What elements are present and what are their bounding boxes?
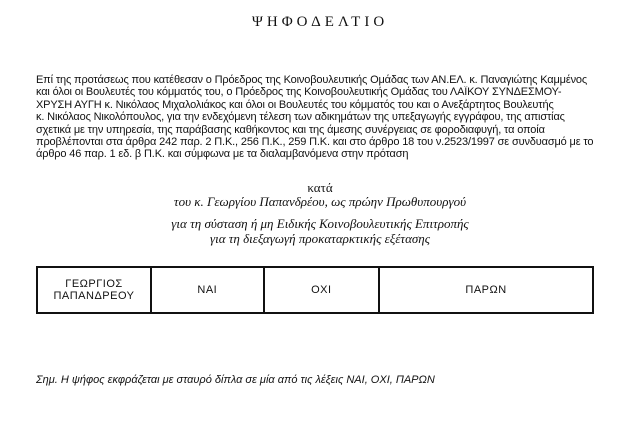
against-heading: κατά: [307, 180, 333, 195]
candidate-first-name: ΓΕΩΡΓΙΟΣ: [65, 278, 123, 290]
document-title: ΨΗΦΟΔΕΛΤΙΟ: [251, 14, 389, 30]
preamble-line: ΧΡΥΣΗ ΑΥΓΗ κ. Νικόλαος Μιχαλολιάκος και όλοι οι Βουλευτές του κόμματός του και ο Ανεξάρτητος Βουλευτής: [36, 98, 554, 111]
preamble-line: σχετικά με την υπηρεσία, της παράβασης καθήκοντος και της άμεσης συνέργειας σε φοροδιαφυγή, τα οποία: [36, 123, 545, 136]
purpose-line-1: για τη σύσταση ή μη Ειδικής Κοινοβουλευτικής Επιτροπής: [171, 216, 469, 231]
candidate-last-name: ΠΑΠΑΝΔΡΕΟΥ: [53, 290, 135, 302]
vote-option-present[interactable]: ΠΑΡΩΝ: [379, 267, 593, 313]
ballot-table: [36, 266, 594, 314]
candidate-name-cell: [37, 267, 151, 313]
preamble-line: άρθρο 46 παρ. 1 εδ. β Π.Κ. και σύμφωνα με τα διαλαμβανόμενα στην πρόταση: [36, 148, 409, 161]
instruction-note: Σημ. Η ψήφος εκφράζεται με σταυρό δίπλα σε μία από τις λέξεις ΝΑΙ, ΟΧΙ, ΠΑΡΩΝ: [36, 374, 435, 386]
subject-line: του κ. Γεωργίου Παπανδρέου, ως πρώην Πρωθυπουργού: [173, 194, 467, 209]
preamble-line: Επί της προτάσεως που κατέθεσαν ο Πρόεδρος της Κοινοβουλευτικής Ομάδας των ΑΝ.ΕΛ. κ. Παναγιώτης Καμμένος: [36, 74, 588, 86]
vote-option-no[interactable]: ΟΧΙ: [264, 267, 379, 313]
purpose-line-2: για τη διεξαγωγή προκαταρκτικής εξέτασης: [209, 231, 431, 246]
preamble-line: και όλοι οι Βουλευτές του κόμματός του, ο Πρόεδρος της Κοινοβουλευτικής Ομάδας του ΛΑΪΚΟΥ ΣΥΝΔΕΣΜΟΥ-: [36, 86, 562, 99]
vote-option-yes[interactable]: ΝΑΙ: [151, 267, 264, 313]
purpose-text: [0, 216, 640, 246]
ballot-row: [37, 267, 593, 313]
preamble-text: [36, 74, 596, 161]
preamble-line: κ. Νικόλαος Νικολόπουλος, για την ενδεχόμενη τέλεση των αδικημάτων της υπεξαγωγής εγγράφου, της απιστίας: [36, 111, 565, 124]
preamble-line: προβλέπονται στα άρθρα 242 παρ. 2 Π.Κ., 256 Π.Κ., 259 Π.Κ. και στο άρθρο 18 του ν.2523/1997 σε συνδυασμό με το: [36, 136, 594, 149]
